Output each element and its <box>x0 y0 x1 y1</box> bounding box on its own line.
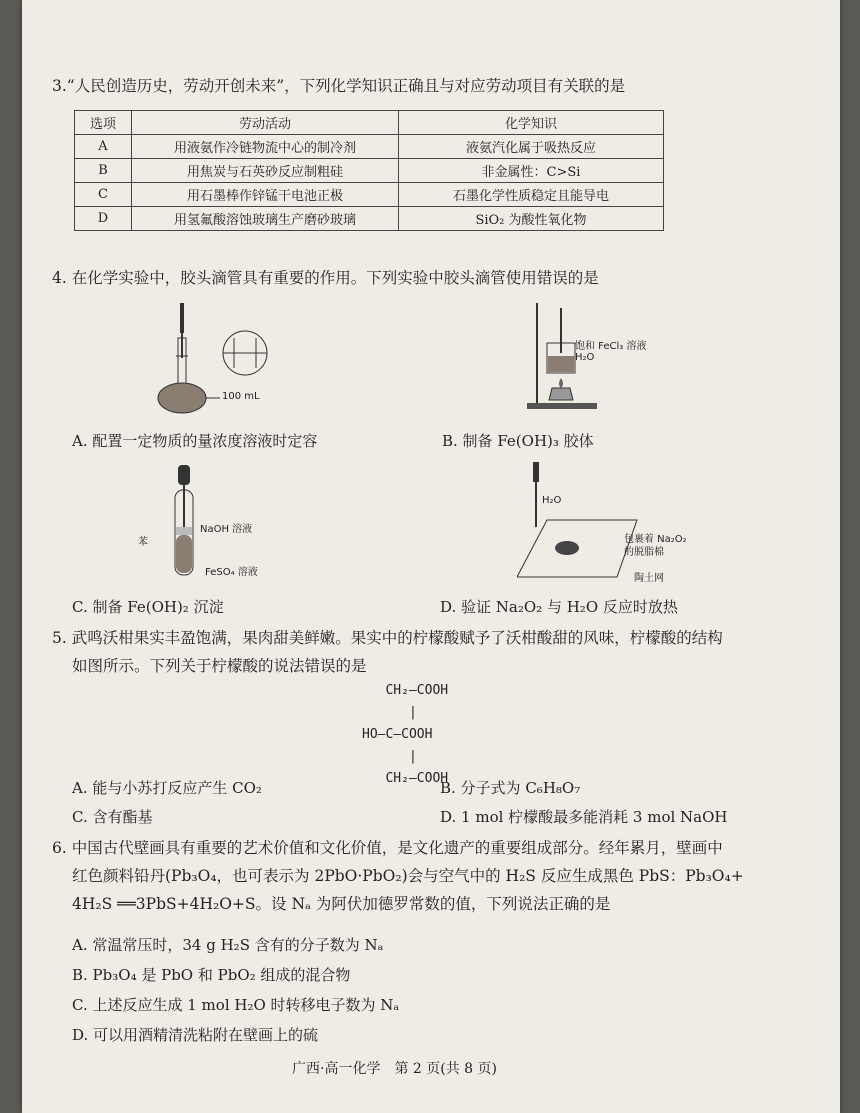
table-row <box>75 207 664 231</box>
q6-line3: 4H₂S ══3PbS+4H₂O+S。设 Nₐ 为阿伏加德罗常数的值，下列说法正确的是 <box>72 895 611 913</box>
table-header: 化学知识 <box>399 111 664 135</box>
cotton-label: 的脱脂棉 <box>624 547 664 558</box>
q3-stem: 3.“人民创造历史，劳动开创未来”，下列化学知识正确且与对应劳动项目有关联的是 <box>52 77 626 95</box>
q6-option-c: C. 上述反应生成 1 mol H₂O 时转移电子数为 Nₐ <box>72 996 400 1014</box>
benzene-label: 苯 <box>138 537 148 548</box>
table-cell: D <box>75 207 132 231</box>
table-header: 选项 <box>75 111 132 135</box>
stand-base-icon <box>527 403 597 409</box>
feso4-label: FeSO₄ 溶液 <box>205 567 258 578</box>
h2o-label-b: H₂O <box>575 352 595 363</box>
table-cell: 用焦炭与石英砂反应制粗硅 <box>132 159 399 183</box>
table-cell: 液氨汽化属于吸热反应 <box>399 135 664 159</box>
table-cell: 非金属性：C>Si <box>399 159 664 183</box>
na2o2-label: 包裹着 Na₂O₂ <box>624 534 687 545</box>
table-row <box>75 159 664 183</box>
q6-line2: 红色颜料铅丹(Pb₃O₄，也可表示为 2PbO·PbO₂)会与空气中的 H₂S 反应生成黑色 PbS：Pb₃O₄+ <box>72 867 744 885</box>
table-cell: B <box>75 159 132 183</box>
q5-option-a: A. 能与小苏打反应产生 CO₂ <box>72 779 262 797</box>
table-cell: 用液氨作冷链物流中心的制冷剂 <box>132 135 399 159</box>
fecl3-label: 饱和 FeCl₃ 溶液 <box>575 341 647 352</box>
dropper-bulb-icon <box>178 465 190 485</box>
q4-option-b: B. 制备 Fe(OH)₃ 胶体 <box>442 432 594 450</box>
test-tube-figure <box>172 465 202 580</box>
table-header-row <box>75 111 664 135</box>
dropper-bulb-icon <box>180 303 184 333</box>
q3-table <box>74 110 664 231</box>
table-header: 劳动活动 <box>132 111 399 135</box>
table-cell: SiO₂ 为酸性氧化物 <box>399 207 664 231</box>
q4-option-d: D. 验证 Na₂O₂ 与 H₂O 反应时放热 <box>440 598 678 616</box>
dropper-bulb-icon <box>533 462 539 482</box>
clay-net-label: 陶土网 <box>634 573 664 584</box>
h2o-label-d: H₂O <box>542 495 562 506</box>
q6-option-a: A. 常温常压时，34 g H₂S 含有的分子数为 Nₐ <box>72 936 384 954</box>
page-footer: 广西·高一化学 第 2 页(共 8 页) <box>292 1061 497 1077</box>
q4-stem: 4. 在化学实验中，胶头滴管具有重要的作用。下列实验中胶头滴管使用错误的是 <box>52 269 599 287</box>
q6-option-d: D. 可以用酒精清洗粘附在壁画上的硫 <box>72 1026 319 1044</box>
colloid-apparatus-figure <box>527 298 607 413</box>
table-row <box>75 135 664 159</box>
citric-acid-structure: CH₂—COOH | HO—C—COOH | CH₂—COOH <box>362 683 449 786</box>
q5-option-d: D. 1 mol 柠檬酸最多能消耗 3 mol NaOH <box>440 808 728 826</box>
exam-page <box>22 0 840 1113</box>
cotton-icon <box>555 541 579 555</box>
naoh-label: NaOH 溶液 <box>200 524 253 535</box>
q4-option-c: C. 制备 Fe(OH)₂ 沉淀 <box>72 598 224 616</box>
table-row <box>75 183 664 207</box>
q5-stem-line2: 如图所示。下列关于柠檬酸的说法错误的是 <box>72 657 367 675</box>
q6-line1: 6. 中国古代壁画具有重要的艺术价值和文化价值，是文化遗产的重要组成部分。经年累月，壁画中 <box>52 839 723 857</box>
q5-option-c: C. 含有酯基 <box>72 808 153 826</box>
flask-volume-label: 100 mL <box>222 391 260 402</box>
table-cell: 石墨化学性质稳定且能导电 <box>399 183 664 207</box>
table-cell: A <box>75 135 132 159</box>
q6-option-b: B. Pb₃O₄ 是 PbO 和 PbO₂ 组成的混合物 <box>72 966 351 984</box>
burner-icon <box>549 388 573 400</box>
table-cell: C <box>75 183 132 207</box>
q5-option-b: B. 分子式为 C₆H₈O₇ <box>440 779 581 797</box>
q5-stem-line1: 5. 武鸣沃柑果实丰盈饱满，果肉甜美鲜嫩。果实中的柠檬酸赋予了沃柑酸甜的风味，柠檬酸的结构 <box>52 629 723 647</box>
volumetric-flask-figure <box>150 298 280 418</box>
flask-body-icon <box>158 383 206 413</box>
table-cell: 用石墨棒作锌锰干电池正极 <box>132 183 399 207</box>
table-cell: 用氢氟酸溶蚀玻璃生产磨砂玻璃 <box>132 207 399 231</box>
q4-option-a: A. 配置一定物质的量浓度溶液时定容 <box>72 432 318 450</box>
